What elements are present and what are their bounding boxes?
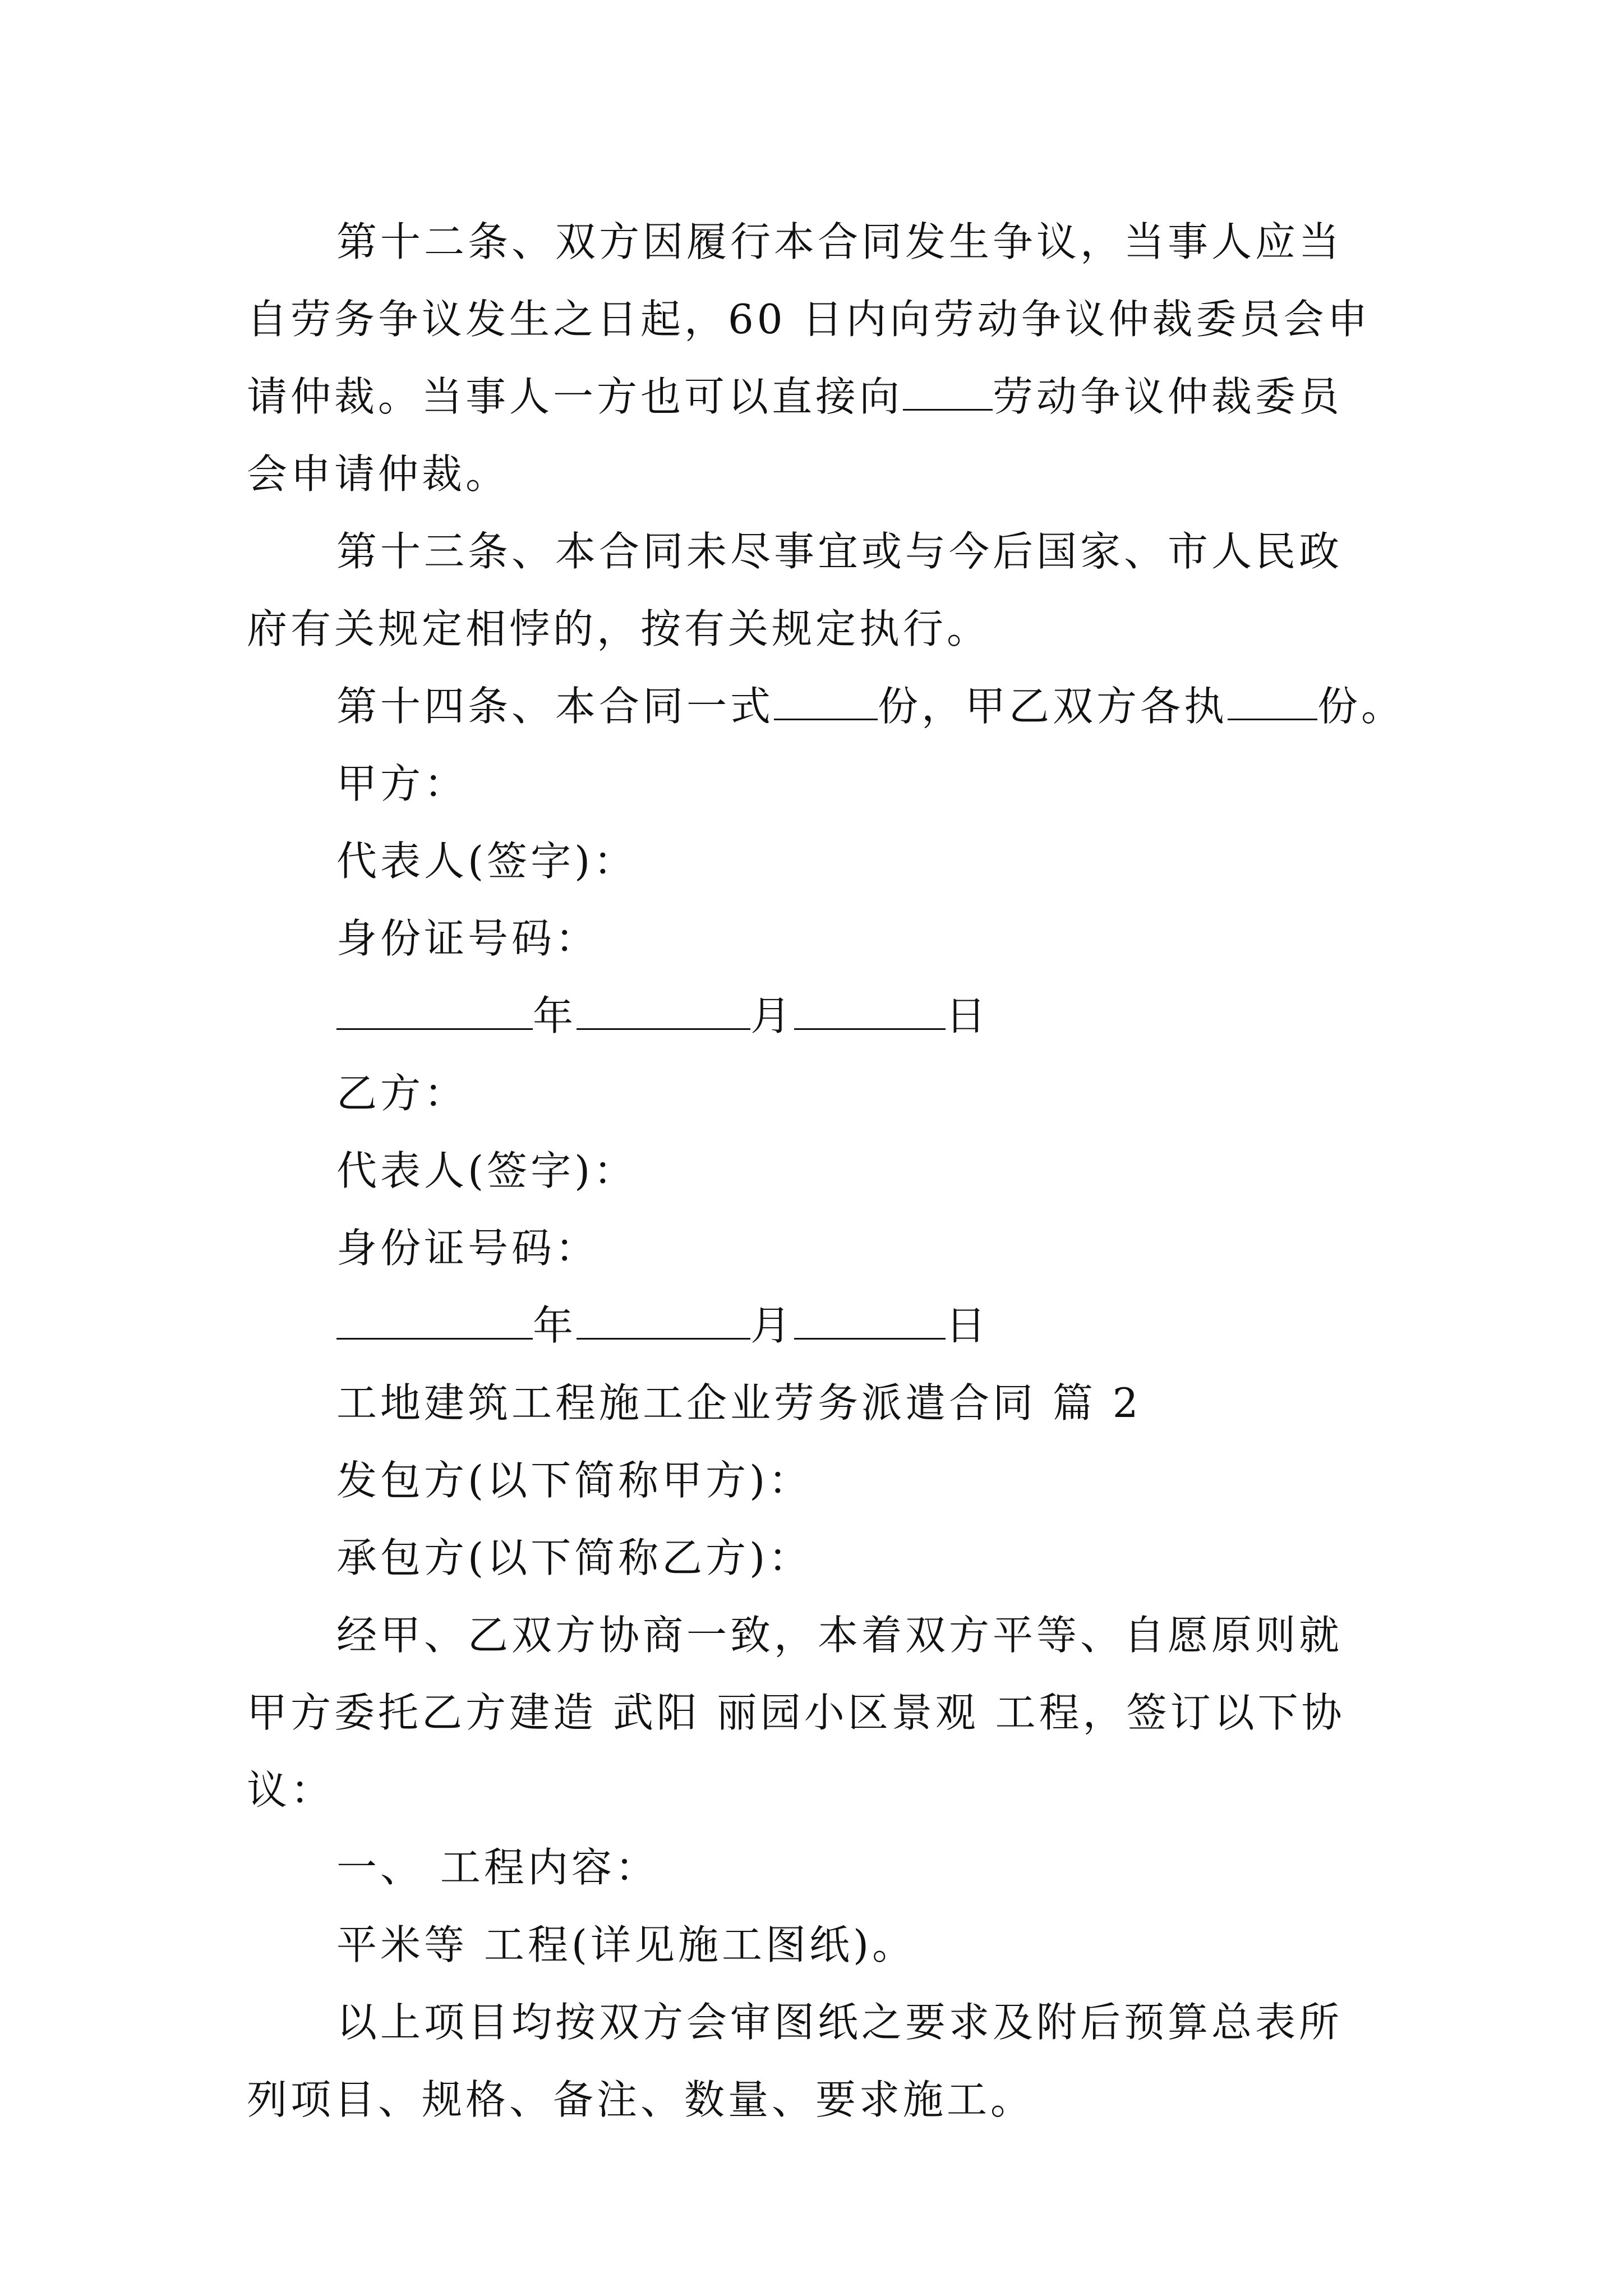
copies-total-blank xyxy=(774,685,878,720)
party-b-day-label: 日 xyxy=(946,1302,990,1349)
party-a-day-blank xyxy=(794,995,946,1030)
section-1-title: 一、 工程内容： xyxy=(336,1844,659,1891)
party-b-year-label: 年 xyxy=(533,1302,577,1349)
party-b-year-blank xyxy=(336,1304,533,1340)
article-13: 第十三条、本合同未尽事宜或与今后国家、市人民政府有关规定相悖的，按有关规定执行。 xyxy=(247,528,1343,652)
contract-2-heading: 工地建筑工程施工企业劳务派遣合同 篇 2 xyxy=(336,1379,1142,1427)
party-b-id-number: 身份证号码： xyxy=(336,1225,600,1272)
party-b-date xyxy=(247,1287,1374,1364)
arbitration-location-blank xyxy=(903,375,993,411)
party-b-month-label: 月 xyxy=(750,1302,795,1349)
copies-each-blank xyxy=(1228,685,1317,720)
article-14-part3: 份。 xyxy=(1317,683,1405,730)
employer-line: 发包方(以下简称甲方)： xyxy=(336,1457,813,1504)
document-body xyxy=(247,203,1405,2138)
party-a-month-label: 月 xyxy=(750,992,795,1039)
party-b-representative: 代表人(签字)： xyxy=(336,1147,638,1194)
section-1-item: 平米等 工程(详见施工图纸)。 xyxy=(336,1921,916,1968)
party-a-year-blank xyxy=(336,995,533,1030)
party-b-day-blank xyxy=(794,1304,946,1340)
article-12-text: 第十二条、双方因履行本合同发生争议，当事人应当自劳务争议发生之日起，60 日内向劳动争议仲裁委员会申请仲裁。当事人一方也可以直接向 xyxy=(247,218,1371,420)
party-a-date xyxy=(247,977,1374,1055)
contractor-line: 承包方(以下简称乙方)： xyxy=(336,1534,813,1581)
party-a-year-label: 年 xyxy=(533,992,577,1039)
party-a-id-number: 身份证号码： xyxy=(336,915,600,962)
party-a-month-blank xyxy=(577,995,750,1030)
section-1-description: 以上项目均按双方会审图纸之要求及附后预算总表所列项目、规格、备注、数量、要求施工。 xyxy=(247,1999,1343,2123)
contract-2-intro: 经甲、乙双方协商一致，本着双方平等、自愿原则就甲方委托乙方建造 武阳 丽园小区景观 工程，签订以下协议： xyxy=(247,1612,1345,1814)
article-12-text-end: 劳动争议仲裁委员会申请仲裁。 xyxy=(247,373,1343,498)
party-a-representative: 代表人(签字)： xyxy=(336,838,638,885)
article-14 xyxy=(247,668,1405,745)
party-a-title: 甲方： xyxy=(336,760,468,807)
party-b-title: 乙方： xyxy=(336,1070,468,1117)
article-14-part1: 第十四条、本合同一式 xyxy=(336,683,774,730)
article-12 xyxy=(247,203,1374,513)
party-a-day-label: 日 xyxy=(946,992,990,1039)
article-14-part2: 份，甲乙双方各执 xyxy=(878,683,1228,730)
party-b-month-blank xyxy=(577,1304,750,1340)
